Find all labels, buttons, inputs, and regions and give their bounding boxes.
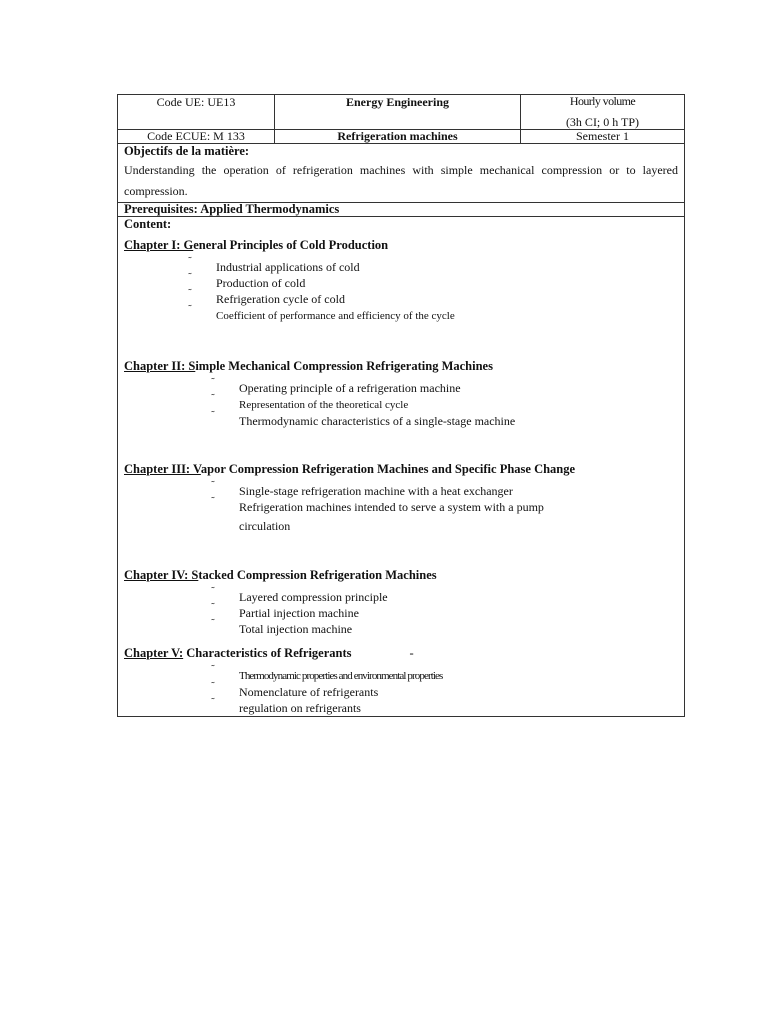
- bullet-mark: ˜: [211, 663, 215, 675]
- list-item-text: Representation of the theoretical cycle: [239, 399, 409, 411]
- bullet-mark: ˜: [211, 479, 215, 491]
- code-ue: Code UE: UE13: [156, 95, 236, 109]
- list-item-text: Partial injection machine: [239, 606, 359, 620]
- semester: Semester 1: [576, 129, 629, 143]
- code-ecue: Code ECUE: M 133: [147, 129, 245, 143]
- objectives-row: [118, 144, 685, 203]
- chapter-2-number: Chapter II: S: [124, 359, 196, 373]
- chapter-5-title: Characteristics of Refrigerants: [183, 646, 352, 660]
- list-item-text: Operating principle of a refrigeration machine: [239, 381, 461, 395]
- code-ecue-cell: [118, 130, 275, 144]
- list-item: [124, 271, 678, 291]
- list-item: [124, 409, 678, 429]
- chapter-4-title: tacked Compression Refrigeration Machines: [198, 568, 437, 582]
- chapter-3-title: apor Compression Refrigeration Machines and Specific Phase Change: [200, 462, 576, 476]
- chapter-1-number: Chapter I: G: [124, 238, 194, 252]
- list-item-text: Coefficient of performance and efficiency of the cycle: [216, 310, 455, 322]
- bullet-mark: ˜: [211, 392, 215, 404]
- hourly-volume-label: Hourly volume: [569, 94, 636, 108]
- list-item-text: Industrial applications of cold: [216, 260, 360, 274]
- semester-cell: [521, 130, 685, 144]
- list-item: [124, 617, 678, 637]
- list-item-text: Nomenclature of refrigerants: [239, 685, 379, 699]
- content-row: [118, 217, 685, 717]
- chapter-1-heading: [124, 237, 678, 253]
- chapter-3-number: Chapter III: V: [124, 462, 201, 476]
- content-heading: Content:: [124, 217, 172, 231]
- bullet-mark: ˜: [188, 255, 192, 267]
- bullet-mark: ˜: [211, 409, 215, 421]
- course-subtitle-cell: [275, 130, 521, 144]
- objectives-cell: [118, 144, 685, 203]
- prerequisites-text: Prerequisites: Applied Thermodynamics: [124, 202, 340, 216]
- course-title: Energy Engineering: [345, 95, 449, 109]
- code-ue-cell: [118, 95, 275, 130]
- list-item: [124, 255, 678, 275]
- chapter-5-items: [124, 663, 678, 716]
- chapter-4-items: [124, 585, 678, 637]
- bullet-mark: ˜: [188, 303, 192, 315]
- list-item-text: Refrigeration cycle of cold: [216, 292, 345, 306]
- list-item-text: Thermodynamic properties and environmental properties: [239, 670, 443, 682]
- list-item-text: Thermodynamic characteristics of a single-stage machine: [239, 414, 516, 428]
- list-item: [124, 663, 678, 684]
- list-item: [124, 303, 678, 324]
- list-item: [124, 479, 678, 499]
- list-item-text: Total injection machine: [239, 622, 353, 636]
- chapter-5-number: Chapter V:: [124, 646, 184, 660]
- chapter-1-items: [124, 255, 678, 324]
- chapter-2-heading: [124, 358, 678, 374]
- list-item: [124, 696, 678, 716]
- subheader-row: [118, 130, 685, 144]
- list-item-text: regulation on refrigerants: [239, 701, 361, 715]
- hourly-volume-cell: [521, 95, 685, 130]
- chapter-3-continuation: circulation: [239, 519, 291, 533]
- bullet-mark: ˜: [188, 287, 192, 299]
- list-item: [124, 585, 678, 605]
- chapter-4-number: Chapter IV: S: [124, 568, 199, 582]
- content-cell: [118, 217, 685, 717]
- list-item: [124, 287, 678, 307]
- bullet-mark: ˜: [211, 680, 215, 692]
- list-item-text: Single-stage refrigeration machine with a heat exchanger: [239, 484, 513, 498]
- list-item: [124, 376, 678, 396]
- bullet-mark: ˜: [188, 271, 192, 283]
- list-item: [124, 495, 678, 515]
- chapter-1-title: eneral Principles of Cold Production: [193, 238, 389, 252]
- chapter-4-heading: [124, 567, 678, 583]
- chapter-5-heading: [124, 645, 678, 661]
- chapter-3-items: [124, 479, 678, 515]
- bullet-mark: ˜: [211, 376, 215, 388]
- syllabus-table: [117, 94, 685, 717]
- prerequisites-cell: [118, 203, 685, 217]
- bullet-mark: ˜: [211, 601, 215, 613]
- prerequisites-row: [118, 203, 685, 217]
- bullet-mark: ˜: [211, 617, 215, 629]
- stray-dash: -: [409, 646, 414, 660]
- objectives-text: Understanding the operation of refrigeration machines with simple mechanical compression or to layered compression.: [124, 163, 678, 198]
- chapter-2-title: imple Mechanical Compression Refrigerating Machines: [195, 359, 493, 373]
- bullet-mark: ˜: [211, 495, 215, 507]
- list-item-text: Refrigeration machines intended to serve a system with a pump: [239, 500, 544, 514]
- objectives-heading: Objectifs de la matière:: [124, 144, 250, 158]
- list-item: [124, 601, 678, 621]
- chapter-3-heading: [124, 461, 678, 477]
- bullet-mark: ˜: [211, 696, 215, 708]
- hourly-volume-value: (3h CI; 0 h TP): [565, 115, 640, 129]
- bullet-mark: ˜: [211, 585, 215, 597]
- list-item: [124, 392, 678, 413]
- list-item-text: Production of cold: [216, 276, 306, 290]
- list-item: [124, 680, 678, 700]
- course-subtitle: Refrigeration machines: [337, 129, 458, 143]
- header-row: [118, 95, 685, 130]
- chapter-2-items: [124, 376, 678, 429]
- list-item-text: Layered compression principle: [239, 590, 388, 604]
- course-title-cell: [275, 95, 521, 130]
